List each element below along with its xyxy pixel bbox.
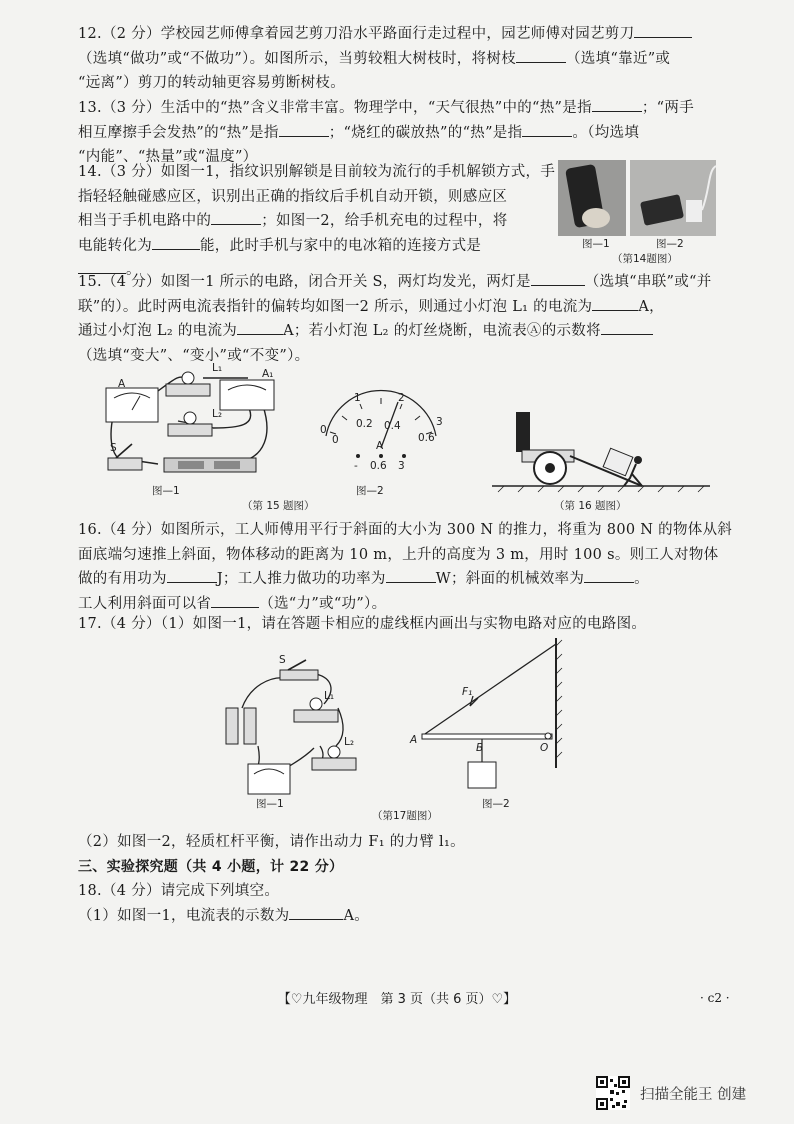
switch-s	[108, 458, 142, 470]
qr-code-icon	[596, 1076, 630, 1110]
label-a: A	[118, 378, 126, 390]
q17-line1: 17.（4 分）（1）如图一1，请在答题卡相应的虚线框内画出与实物电路对应的电路图。	[78, 616, 647, 632]
scale-bottom-2: 0.4	[384, 420, 401, 432]
battery-cell	[226, 708, 238, 744]
cart-handle	[516, 412, 530, 452]
q16-line2: 面底端匀速推上斜面，物体移动的距离为 10 m，上升的高度为 3 m，用时 100 s。则工人对物体	[78, 546, 719, 563]
blank[interactable]	[211, 210, 261, 225]
q17-fig1-label: 图—1	[256, 798, 284, 810]
q16-caption: （第 16 题图）	[554, 500, 627, 512]
blank[interactable]	[584, 568, 634, 583]
terminal-06: 0.6	[370, 460, 387, 472]
section-3-heading: 三、实验探究题（共 4 小题，计 22 分）	[78, 858, 344, 875]
q14-fig2-label: 图—2	[656, 238, 684, 250]
q13-line3: “内能”、“热量”或“温度”）	[78, 149, 258, 165]
q14-line3: 相当于手机电路中的	[78, 213, 212, 229]
q17-line2: （2）如图一2，轻质杠杆平衡，请作出动力 F₁ 的力臂 l₁。	[78, 834, 465, 850]
label-s: S	[110, 442, 117, 454]
q14-line2: 指轻轻触碰感应区，识别出正确的指纹后手机自动开锁，则感应区	[78, 188, 508, 205]
q13-line2-mid: ；“烧红的碳放热”的“热”是指	[328, 124, 523, 141]
blank[interactable]	[152, 235, 200, 250]
meter-unit: A	[376, 440, 384, 452]
scale-top-2: 2	[398, 392, 405, 404]
q15-circuit-figure	[98, 366, 298, 486]
question-13	[78, 96, 718, 170]
q15-line3-tail: A；若小灯泡 L₂ 的灯丝烧断，电流表Ⓐ的示数将	[283, 323, 601, 339]
q15-line2-tail: A，	[638, 298, 664, 315]
blank[interactable]	[522, 122, 572, 137]
q15-line3: 通过小灯泡 L₂ 的电流为	[78, 323, 238, 339]
q15-caption: （第 15 题图）	[242, 500, 315, 512]
q16-line4: 工人利用斜面可以省	[78, 595, 212, 612]
blank[interactable]	[211, 593, 259, 608]
blank[interactable]	[531, 271, 585, 286]
page-footer: 【♡九年级物理 第 3 页（共 6 页）♡】	[277, 992, 517, 1007]
blank[interactable]	[516, 48, 566, 63]
q17-circuit-figure	[220, 656, 370, 796]
q18-line2-tail: A。	[343, 907, 370, 924]
blank[interactable]	[289, 905, 343, 920]
q14-line4: 电能转化为	[78, 237, 152, 254]
q12-line2-tail: （选填“靠近”或	[566, 50, 671, 67]
q15-line1: 15.（4 分）如图一1 所示的电路，闭合开关 S，两灯均发光，两灯是	[78, 274, 531, 290]
q12-line3: “远离”）剪刀的转动轴更容易剪断树枝。	[78, 75, 346, 91]
hanging-weight	[468, 762, 496, 788]
switch-s	[280, 670, 318, 680]
scale-top-0: 0	[320, 424, 327, 436]
blank[interactable]	[386, 568, 436, 583]
question-16	[78, 518, 738, 616]
label-a1: A₁	[262, 368, 274, 380]
blank[interactable]	[634, 23, 692, 38]
label-lever-a: A	[410, 734, 418, 746]
q13-line1-tail: ；“两手	[641, 100, 694, 116]
q14-line5: 。	[126, 262, 141, 278]
blank[interactable]	[279, 122, 329, 137]
terminal-3: 3	[398, 460, 405, 472]
scale-bottom-0: 0	[332, 434, 339, 446]
blank[interactable]	[237, 320, 283, 335]
question-14	[78, 160, 558, 283]
lamp-l2	[312, 758, 356, 770]
lamp-l1	[294, 710, 338, 722]
label-f1: F₁	[462, 686, 473, 698]
blank[interactable]	[592, 97, 642, 112]
q14-photos	[558, 160, 718, 240]
lever-bar	[422, 734, 552, 739]
lamp-l2	[168, 424, 212, 436]
q14-fig1-label: 图—1	[582, 238, 610, 250]
blank[interactable]	[592, 296, 638, 311]
label-l2: L₂	[212, 408, 223, 420]
q14-line4-tail: 能，此时手机与家中的电冰箱的连接方式是	[200, 237, 482, 254]
q16-line3-c: W；斜面的机械效率为	[435, 571, 585, 587]
q18-line2: （1）如图一1，电流表的示数为	[78, 907, 290, 924]
q16-line3-d: 。	[634, 571, 649, 587]
question-15	[78, 270, 738, 368]
scale-bottom-3: 0.6	[418, 432, 435, 444]
q16-line1: 16.（4 分）如图所示，工人师傅用平行于斜面的大小为 300 N 的推力，将重为 800 N 的物体从斜	[78, 522, 733, 538]
battery-cell	[244, 708, 256, 744]
scale-top-1: 1	[354, 392, 361, 404]
q15-fig2-label: 图—2	[356, 485, 384, 497]
label-lever-b: B	[476, 742, 484, 754]
battery	[164, 458, 256, 472]
q17-caption: （第17题图）	[372, 810, 438, 822]
terminal-neg: -	[354, 460, 358, 472]
q14-caption: （第14题图）	[612, 253, 678, 265]
q13-line2-tail: 。（均选填	[572, 124, 640, 141]
q14-line3-tail: ；如图一2，给手机充电的过程中，将	[261, 213, 508, 229]
scale-top-3: 3	[436, 416, 443, 428]
rope-f1	[422, 644, 556, 736]
q13-line2: 相互摩擦手会发热”的“热”是指	[78, 124, 279, 141]
question-12	[78, 22, 718, 96]
label-l1: L₁	[212, 362, 223, 374]
scanner-brand: 扫描全能王 创建	[640, 1087, 747, 1103]
label-s-17: S	[279, 654, 286, 666]
q16-incline-figure	[492, 408, 712, 492]
blank[interactable]	[601, 320, 653, 335]
page-code: · c2 ·	[700, 991, 730, 1005]
scale-bottom-1: 0.2	[356, 418, 373, 430]
label-lever-o: O	[540, 742, 549, 754]
q16-line3-b: J；工人推力做功的功率为	[216, 571, 386, 587]
q12-line1: 12.（2 分）学校园艺师傅拿着园艺剪刀沿水平路面行走过程中，园艺师傅对园艺剪刀	[78, 26, 635, 42]
q15-line1-tail: （选填“串联”或“并	[584, 274, 712, 290]
q15-ammeter-dial	[316, 386, 446, 466]
label-l2-17: L₂	[344, 736, 355, 748]
q12-line2: （选填“做功”或“不做功”）。如图所示，当剪较粗大树枝时，将树枝	[78, 50, 516, 67]
q17-lever-figure	[410, 636, 580, 796]
q16-line3: 做的有用功为	[78, 571, 167, 587]
q15-line2: 联”的）。此时两电流表指针的偏转均如图一2 所示，则通过小灯泡 L₁ 的电流为	[78, 298, 593, 315]
q15-line4: （选填“变大”、“变小”或“不变”）。	[78, 347, 310, 364]
q17-fig2-label: 图—2	[482, 798, 510, 810]
q18-line1: 18.（4 分）请完成下列填空。	[78, 883, 280, 899]
question-17-part2	[78, 830, 738, 928]
lamp-l1	[166, 384, 210, 396]
q15-fig1-label: 图—1	[152, 485, 180, 497]
label-l1-17: L₁	[324, 690, 335, 702]
blank[interactable]	[167, 568, 217, 583]
question-17	[78, 612, 738, 637]
q16-line4-tail: （选“力”或“功”）。	[259, 595, 387, 612]
q14-line1: 14.（3 分）如图一1，指纹识别解锁是目前较为流行的手机解锁方式，手	[78, 164, 556, 180]
q13-line1: 13.（3 分）生活中的“热”含义非常丰富。物理学中，“天气很热”中的“热”是指	[78, 100, 592, 116]
